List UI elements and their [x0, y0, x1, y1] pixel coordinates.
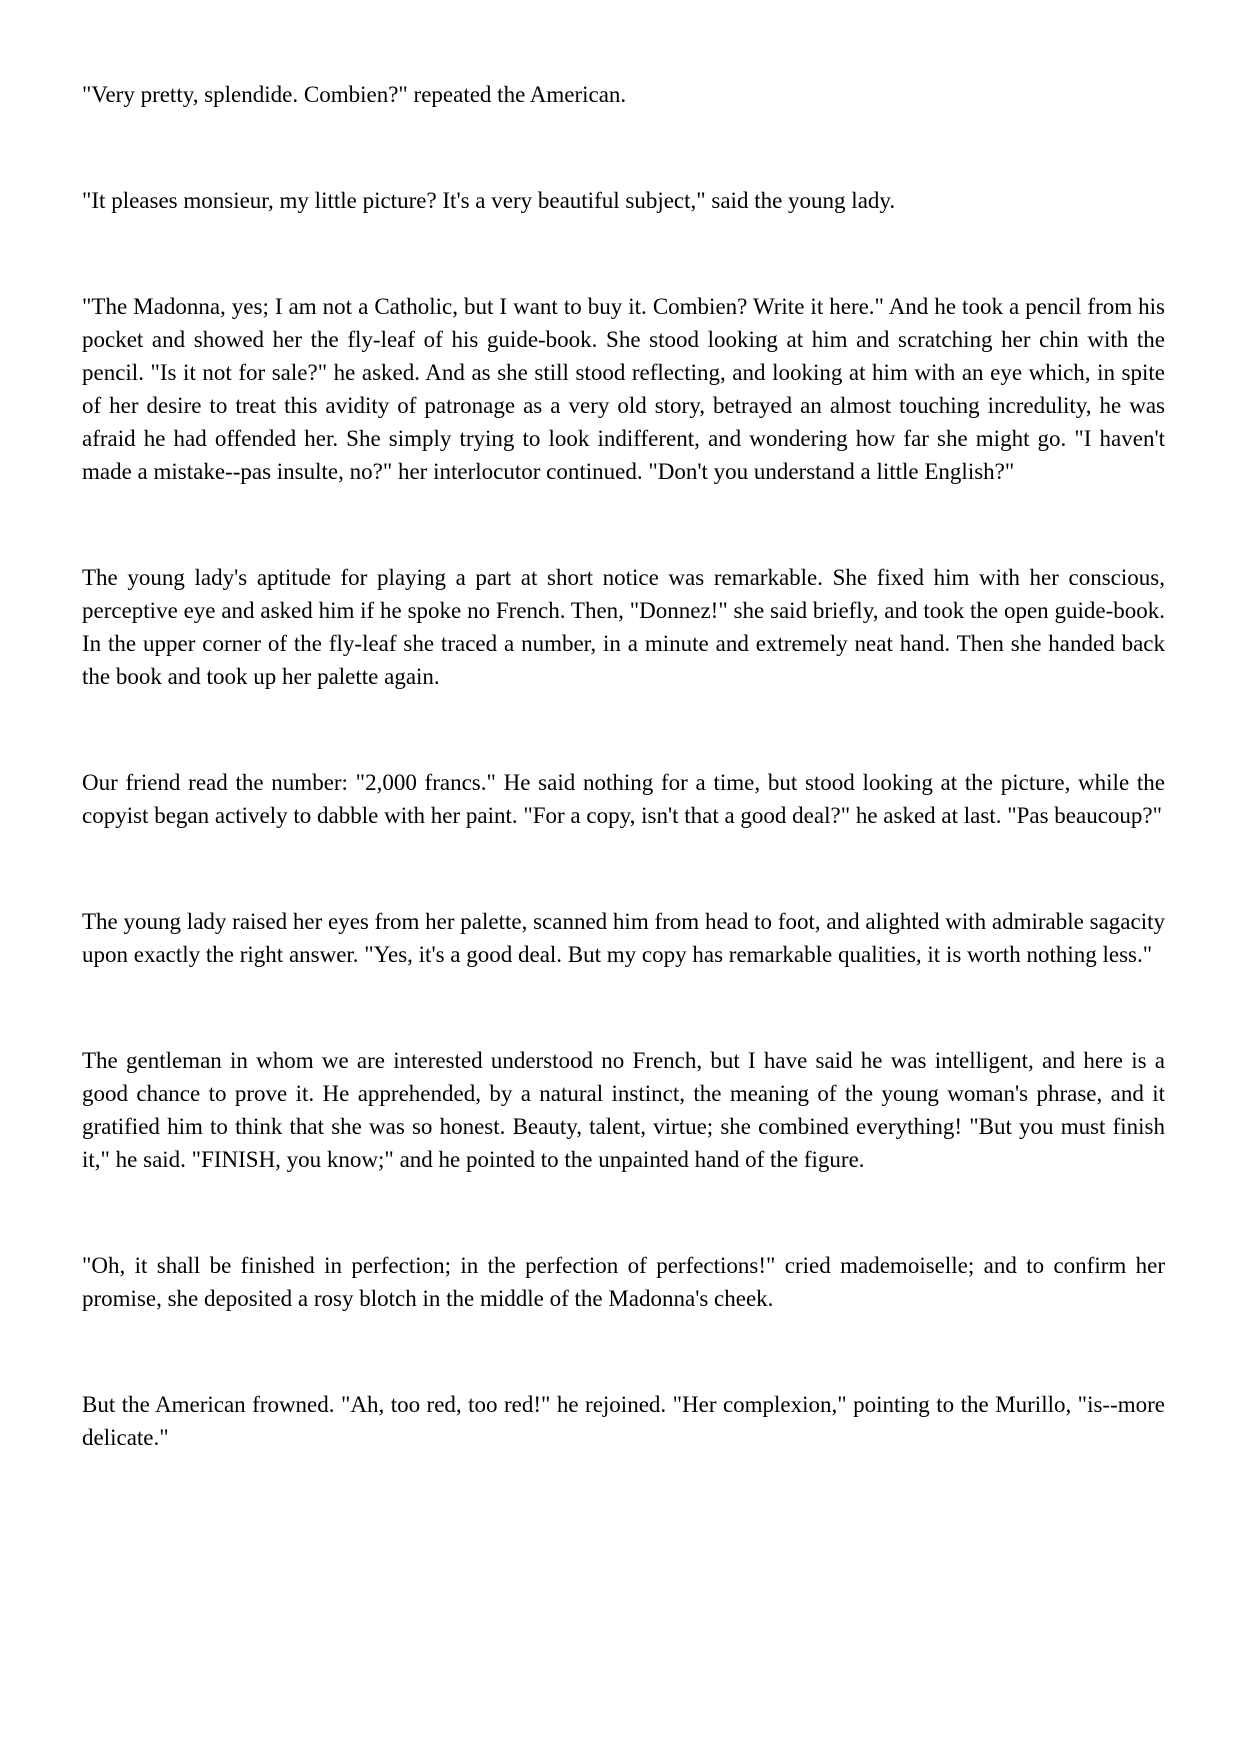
paragraph-8: "Oh, it shall be finished in perfection; in the perfection of perfections!" cried mademoiselle; and to confirm her promise, she deposited a rosy blotch in the middle of the Madonna's cheek.	[82, 1253, 1165, 1311]
paragraph-6: The young lady raised her eyes from her palette, scanned him from head to foot, and alighted with admirable sagacity upon exactly the right answer. "Yes, it's a good deal. But my copy has remarkable qualities, it is worth nothing less."	[82, 909, 1165, 967]
paragraph-1: "Very pretty, splendide. Combien?" repeated the American.	[82, 82, 627, 107]
paragraph-2: "It pleases monsieur, my little picture? It's a very beautiful subject," said the young lady.	[82, 188, 896, 213]
paragraph-4: The young lady's aptitude for playing a part at short notice was remarkable. She fixed him with her conscious, perceptive eye and asked him if he spoke no French. Then, "Donnez!" she said briefly, and took the open guide-book. In the upper corner of the fly-leaf she traced a number, in a minute and extremely neat hand. Then she handed back the book and took up her palette again.	[82, 565, 1165, 689]
paragraph-5: Our friend read the number: "2,000 francs." He said nothing for a time, but stood looking at the picture, while the copyist began actively to dabble with her paint. "For a copy, isn't that a good deal?" he asked at last. "Pas beaucoup?"	[82, 770, 1165, 828]
paragraph-7: The gentleman in whom we are interested understood no French, but I have said he was intelligent, and here is a good chance to prove it. He apprehended, by a natural instinct, the meaning of the young woman's phrase, and it gratified him to think that she was so honest. Beauty, talent, virtue; she combined everything! "But you must finish it," he said. "FINISH, you know;" and he pointed to the unpainted hand of the figure.	[82, 1048, 1165, 1172]
paragraph-9: But the American frowned. "Ah, too red, too red!" he rejoined. "Her complexion," pointing to the Murillo, "is--more delicate."	[82, 1392, 1165, 1450]
document-page	[82, 78, 1165, 1454]
paragraph-3: "The Madonna, yes; I am not a Catholic, but I want to buy it. Combien? Write it here." And he took a pencil from his pocket and showed her the fly-leaf of his guide-book. She stood looking at him and scratching her chin with the pencil. "Is it not for sale?" he asked. And as she still stood reflecting, and looking at him with an eye which, in spite of her desire to treat this avidity of patronage as a very old story, betrayed an almost touching incredulity, he was afraid he had offended her. She simply trying to look indifferent, and wondering how far she might go. "I haven't made a mistake--pas insulte, no?" her interlocutor continued. "Don't you understand a little English?"	[82, 294, 1165, 484]
